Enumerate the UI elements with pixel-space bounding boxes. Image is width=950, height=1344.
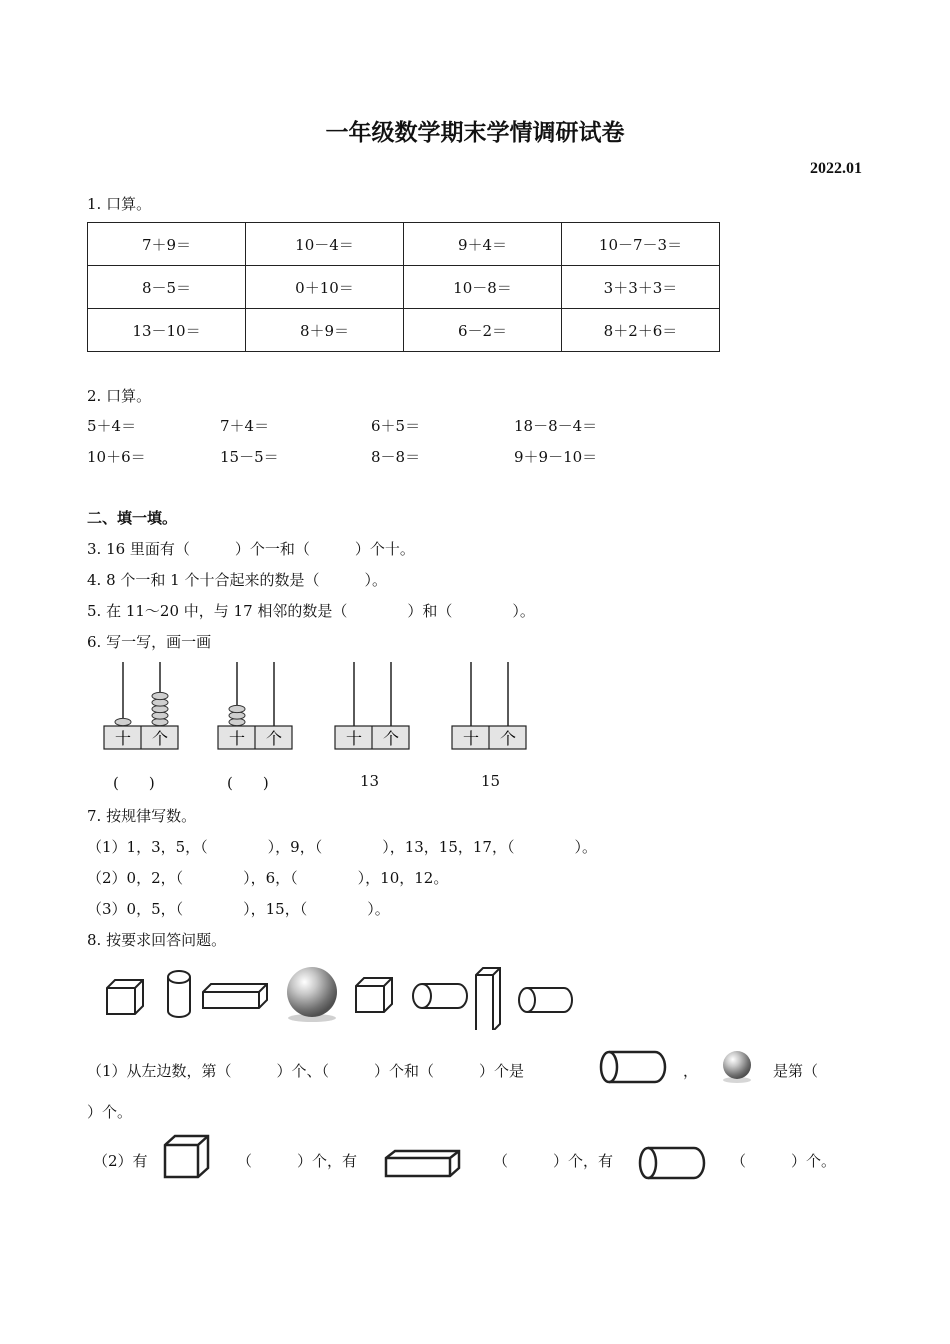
q2-item: 7＋4＝ [220,417,270,435]
cuboid-icon [203,984,267,1008]
table-row [88,309,720,352]
ones-label: 个 [382,729,400,748]
q8-part1-order: 是第（ [773,1062,819,1080]
table-cell: 10－7－3＝ [562,223,720,266]
q6-label: 6. 写一写，画一画 [87,633,212,651]
table-row [88,223,720,266]
abacus-caption: ( ) [227,774,269,792]
q8-part2-count2: （ ）个，有 [493,1152,614,1170]
q2-item: 9＋9－10＝ [514,448,598,466]
abacus-4 [452,662,526,749]
cylinder-icon [519,988,572,1012]
q8-part1-text: （1）从左边数，第（ ）个、（ ）个和（ ）个是 [87,1062,525,1080]
ones-label: 个 [265,729,283,748]
q1-table [87,222,720,352]
ones-label: 个 [151,729,169,748]
tens-label: 十 [114,729,132,748]
cuboid-icon [383,1148,463,1180]
q8-part1-comma: ， [683,1062,699,1080]
abacus-1 [104,662,178,749]
cylinder-icon [413,984,467,1008]
table-row [88,266,720,309]
table-cell: 8－5＝ [88,266,246,309]
cylinder-icon [638,1146,706,1180]
page-title: 一年级数学期末学情调研试卷 [325,120,625,146]
abacus-2 [218,662,292,749]
cuboid-icon [476,968,500,1030]
q2-item: 8－8＝ [371,448,421,466]
q5-text: 5. 在 11～20 中，与 17 相邻的数是（ ）和（ ）。 [87,602,535,620]
abacus-bead [152,692,168,699]
abacus-3 [335,662,409,749]
abacus-caption: ( ) [113,774,155,792]
cube-icon [356,978,392,1012]
q2-item: 10＋6＝ [87,448,146,466]
table-cell: 9＋4＝ [404,223,562,266]
q7-label: 7. 按规律写数。 [87,807,197,825]
abacus-caption: 13 [360,772,380,790]
table-cell: 10－4＝ [246,223,404,266]
q2-item: 6＋5＝ [371,417,421,435]
exam-date: 2022.01 [810,160,862,177]
ones-label: 个 [499,729,517,748]
abacus-bead [229,705,245,712]
tens-label: 十 [228,729,246,748]
q2-item: 15－5＝ [220,448,279,466]
cylinder-icon [168,971,190,1017]
section-heading: 二、填一填。 [87,509,178,527]
cylinder-icon [599,1050,667,1084]
table-cell: 13－10＝ [88,309,246,352]
abacus-bead [115,718,131,725]
abacus-group [95,658,545,793]
q2-item: 18－8－4＝ [514,417,598,435]
table-cell: 3＋3＋3＝ [562,266,720,309]
sphere-icon [287,967,337,1022]
q8-part2-text: （2）有 [93,1152,148,1170]
q2-item: 5＋4＝ [87,417,137,435]
q7-item: （3）0，5，（ ），15，（ ）。 [87,900,390,918]
table-cell: 10－8＝ [404,266,562,309]
q8-part1-end: ）个。 [87,1103,133,1121]
table-cell: 0＋10＝ [246,266,404,309]
table-cell: 7＋9＝ [88,223,246,266]
shapes-row [100,962,580,1030]
cube-icon [107,980,143,1014]
q7-item: （1）1，3，5，（ ），9，（ ），13，15，17，（ ）。 [87,838,597,856]
tens-label: 十 [462,729,480,748]
q2-label: 2. 口算。 [87,387,152,405]
q1-label: 1. 口算。 [87,195,152,213]
q8-part2-count3: （ ）个。 [731,1152,837,1170]
q4-text: 4. 8 个一和 1 个十合起来的数是（ ）。 [87,571,387,589]
sphere-icon [720,1050,754,1084]
table-cell: 8＋2＋6＝ [562,309,720,352]
q7-item: （2）0，2，（ ），6，（ ），10，12。 [87,869,449,887]
cube-icon [162,1133,212,1181]
table-cell: 8＋9＝ [246,309,404,352]
q3-text: 3. 16 里面有（ ）个一和（ ）个十。 [87,540,415,558]
q8-part2-count1: （ ）个，有 [237,1152,358,1170]
q8-label: 8. 按要求回答问题。 [87,931,227,949]
tens-label: 十 [345,729,363,748]
table-cell: 6－2＝ [404,309,562,352]
abacus-caption: 15 [481,772,501,790]
